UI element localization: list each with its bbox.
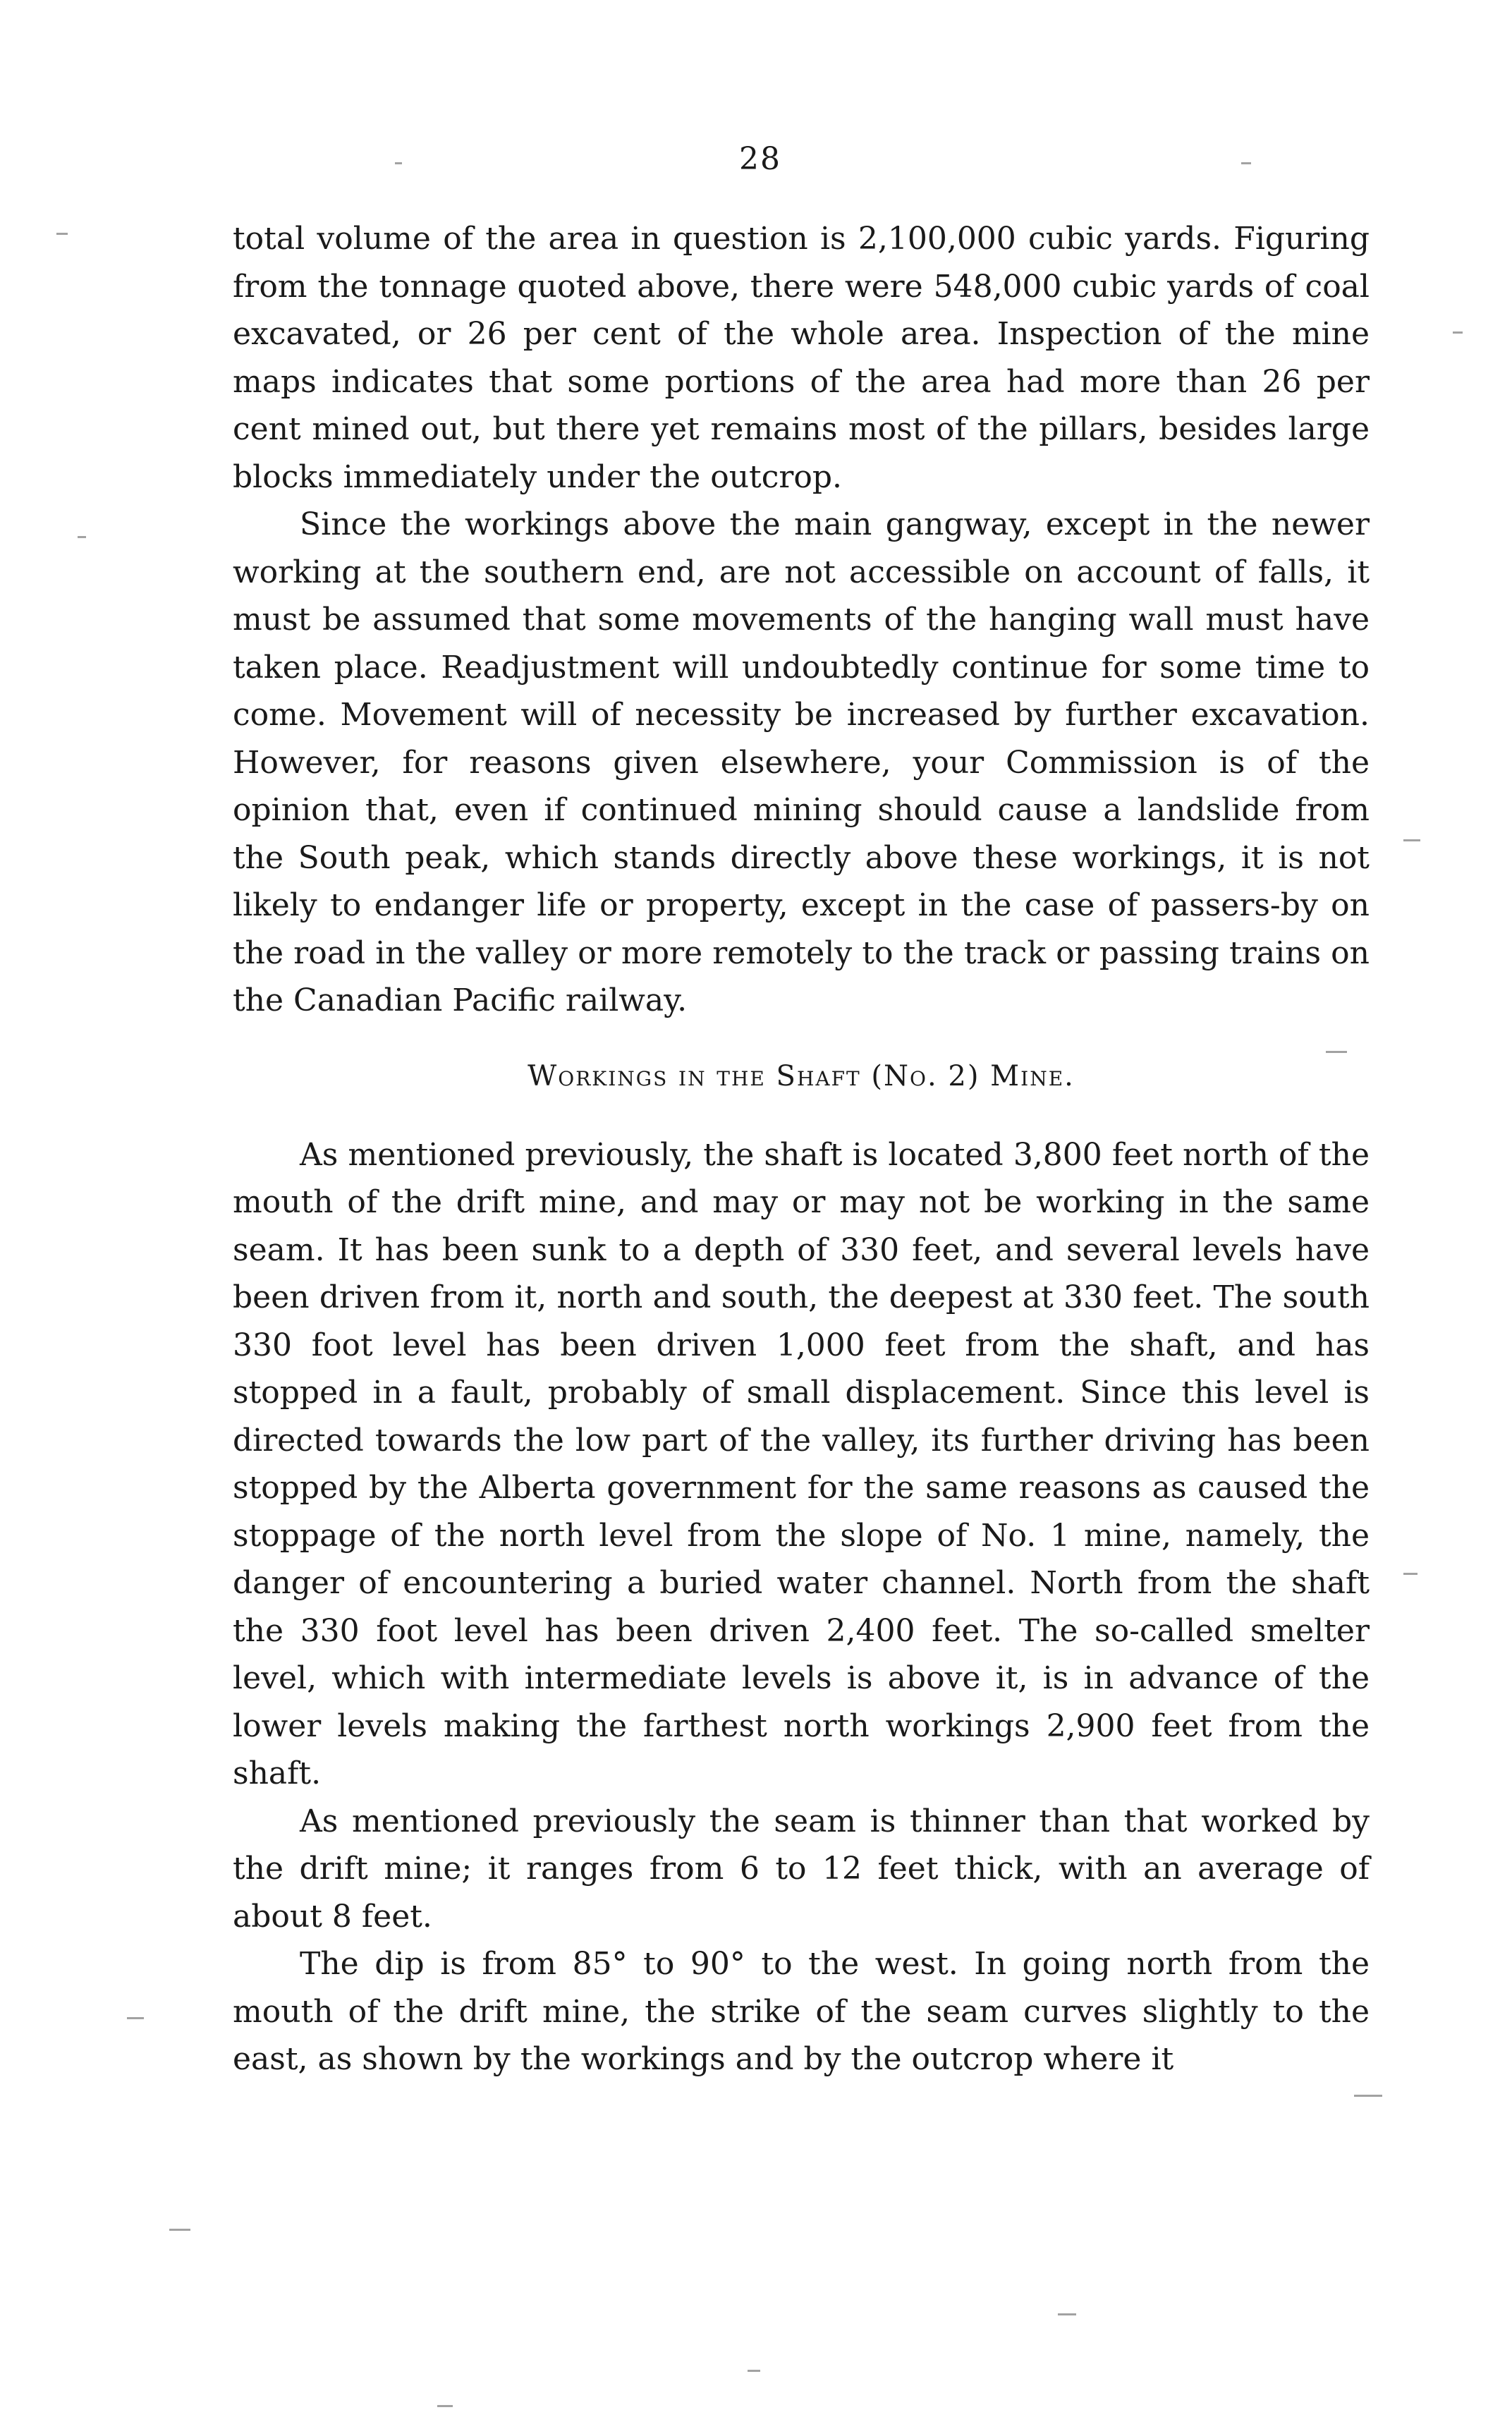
scan-speck [78,536,86,538]
scan-speck [1326,1051,1347,1053]
scan-speck [1058,2313,1076,2315]
scan-speck [748,2370,760,2372]
scan-speck [56,233,68,235]
section-paragraph-3: The dip is from 85° to 90° to the west. In going north from the mouth of the drift mine, the strike of the seam curves slightly to the east, as shown by the workings and by the outcrop where it [233,1946,1370,2077]
section-heading: Workings in the Shaft (No. 2) Mine. [528,1059,1075,1092]
scan-speck [1453,331,1463,334]
scan-speck [395,162,402,164]
scan-speck [1403,839,1420,841]
scan-speck [127,2017,144,2019]
scan-speck [1354,2095,1382,2097]
section-paragraph-2: As mentioned previously the seam is thinner than that worked by the drift mine; it ranges from 6 to 12 feet thick, with an average of about 8 feet. [233,1803,1370,1935]
scan-speck [437,2405,453,2407]
scan-speck [169,2229,190,2231]
scan-speck [1241,162,1251,164]
page-number: 28 [739,141,781,177]
scan-speck [1403,1573,1418,1575]
paragraph-1: total volume of the area in question is 2,100,000 cubic yards. Figuring from the tonnage quoted above, there were 548,000 cubic yards of coal excavated, or 26 per cent of the whole area. Inspection of the mine maps indicates that some portions of the area had more than 26 per cent mined out, but there yet remains most of the pillars, besides large blocks immediately under the outcrop. [233,221,1370,495]
page-body [233,215,1370,2083]
section-paragraph-1: As mentioned previously, the shaft is located 3,800 feet north of the mouth of the drift mine, and may or may not be working in the same seam. It has been sunk to a depth of 330 feet, and several levels have been driven from it, north and south, the deepest at 330 feet. The south 330 foot level has been driven 1,000 feet from the shaft, and has stopped in a fault, probably of small displacement. Since this level is directed towards the low part of the valley, its further driving has been stopped by the Alberta government for the same reasons as caused the stoppage of the north level from the slope of No. 1 mine, namely, the danger of encountering a buried water channel. North from the shaft the 330 foot level has been driven 2,400 feet. The so-called smelter level, which with intermediate levels is above it, is in advance of the lower levels making the farthest north workings 2,900 feet from the shaft. [233,1136,1370,1791]
paragraph-2: Since the workings above the main gangway, except in the newer working at the southern end, are not accessible on account of falls, it must be assumed that some movements of the hanging wall must have taken place. Readjustment will undoubtedly continue for some time to come. Movement will of necessity be increased by further excavation. However, for reasons given elsewhere, your Commission is of the opinion that, even if continued mining should cause a landslide from the South peak, which stands directly above these workings, it is not likely to endanger life or property, except in the case of passers-by on the road in the valley or more remotely to the track or passing trains on the Canadian Pacific railway. [233,506,1370,1018]
